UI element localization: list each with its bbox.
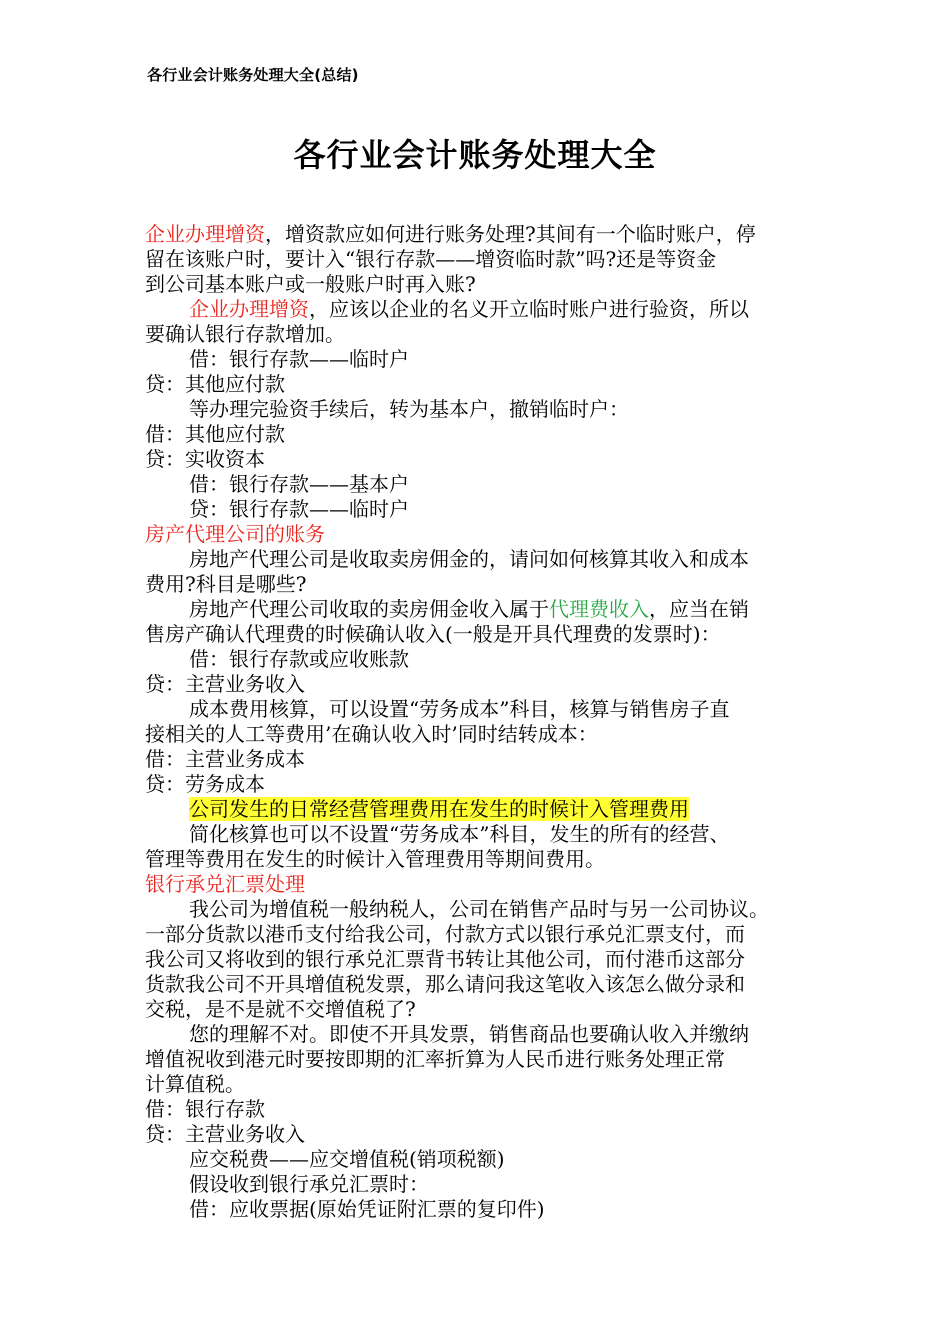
text-line xyxy=(145,722,825,747)
section-heading-text: 房产代理公司的账务 xyxy=(145,522,325,546)
highlighted-sentence: 公司发生的日常经营管理费用在发生的时候计入管理费用 xyxy=(189,797,689,821)
line-text: 贷：主营业务收入 xyxy=(145,1122,305,1146)
line-text: 售房产确认代理费的时候确认收入(一般是开具代理费的发票时)： xyxy=(145,622,721,646)
text-line xyxy=(145,697,825,722)
line-text: ，应该以企业的名义开立临时账户进行验资，所以 xyxy=(309,297,749,321)
text-line xyxy=(145,1122,825,1147)
text-line xyxy=(145,747,825,772)
line-text: 贷：银行存款——临时户 xyxy=(189,497,409,521)
text-line xyxy=(145,1097,825,1122)
text-line xyxy=(145,1197,825,1222)
text-line xyxy=(145,797,825,822)
text-line xyxy=(145,622,825,647)
text-line xyxy=(145,847,825,872)
line-text: 贷：实收资本 xyxy=(145,447,265,471)
text-line xyxy=(145,647,825,672)
line-text: 房地产代理公司是收取卖房佣金的，请问如何核算其收入和成本 xyxy=(189,547,749,571)
text-line xyxy=(145,672,825,697)
line-text: 借：应收票据(原始凭证附汇票的复印件) xyxy=(189,1197,545,1221)
text-line xyxy=(145,872,825,897)
running-header: 各行业会计账务处理大全(总结) xyxy=(147,66,359,84)
text-line xyxy=(145,222,825,247)
text-line xyxy=(145,497,825,522)
line-text: 贷：其他应付款 xyxy=(145,372,285,396)
text-line xyxy=(145,447,825,472)
line-text: 增值祝收到港元时要按即期的汇率折算为人民币进行账务处理正常 xyxy=(145,1047,725,1071)
line-text: 我公司又将收到的银行承兑汇票背书转让其他公司，而付港币这部分 xyxy=(145,947,745,971)
text-line xyxy=(145,272,825,297)
section-heading-text: 企业办理增资 xyxy=(189,297,309,321)
line-text: 借：其他应付款 xyxy=(145,422,285,446)
text-line xyxy=(145,1072,825,1097)
text-line xyxy=(145,922,825,947)
text-line xyxy=(145,1022,825,1047)
line-text: 留在该账户时，要计入“银行存款——增资临时款”吗?还是等资金 xyxy=(145,247,717,271)
section-heading-text: 企业办理增资 xyxy=(145,222,265,246)
line-text: 借：银行存款——临时户 xyxy=(189,347,409,371)
text-line xyxy=(145,1047,825,1072)
text-line xyxy=(145,547,825,572)
line-text: 到公司基本账户或一般账户时再入账? xyxy=(145,272,476,296)
line-text: 借：银行存款或应收账款 xyxy=(189,647,409,671)
line-text: 借：银行存款 xyxy=(145,1097,265,1121)
line-text: 房地产代理公司收取的卖房佣金收入属于 xyxy=(189,597,549,621)
line-text: 简化核算也可以不设置“劳务成本”科目，发生的所有的经营、 xyxy=(189,822,730,846)
line-text: 我公司为增值税一般纳税人，公司在销售产品时与另一公司协议。 xyxy=(189,897,769,921)
section-heading-text: 银行承兑汇票处理 xyxy=(145,872,305,896)
line-text: 费用?科目是哪些? xyxy=(145,572,307,596)
text-line xyxy=(145,472,825,497)
line-text: ，增资款应如何进行账务处理?其间有一个临时账户，停 xyxy=(265,222,756,246)
text-line xyxy=(145,947,825,972)
text-line xyxy=(145,572,825,597)
text-line xyxy=(145,372,825,397)
text-line xyxy=(145,422,825,447)
line-text: 货款我公司不开具增值税发票，那么请问我这笔收入该怎么做分录和 xyxy=(145,972,745,996)
line-text: 等办理完验资手续后，转为基本户，撤销临时户： xyxy=(189,397,629,421)
line-text: 借：银行存款——基本户 xyxy=(189,472,409,496)
text-line xyxy=(145,247,825,272)
text-line xyxy=(145,772,825,797)
line-text: 借：主营业务成本 xyxy=(145,747,305,771)
document-title: 各行业会计账务处理大全 xyxy=(293,136,657,174)
text-line xyxy=(145,822,825,847)
line-text: 贷：主营业务收入 xyxy=(145,672,305,696)
line-text: 成本费用核算，可以设置“劳务成本”科目，核算与销售房子直 xyxy=(189,697,730,721)
line-text: 要确认银行存款增加。 xyxy=(145,322,345,346)
text-line xyxy=(145,522,825,547)
line-text: 假设收到银行承兑汇票时： xyxy=(189,1172,429,1196)
text-line xyxy=(145,397,825,422)
text-line xyxy=(145,1147,825,1172)
text-line xyxy=(145,997,825,1022)
highlighted-term: 代理费收入 xyxy=(549,597,649,621)
text-line xyxy=(145,972,825,997)
text-line xyxy=(145,597,825,622)
line-text: 贷：劳务成本 xyxy=(145,772,265,796)
text-line xyxy=(145,1172,825,1197)
line-text: 交税，是不是就不交增值税了? xyxy=(145,997,416,1021)
line-text: 您的理解不对。即使不开具发票，销售商品也要确认收入并缴纳 xyxy=(189,1022,749,1046)
line-text: 管理等费用在发生的时候计入管理费用等期间费用。 xyxy=(145,847,605,871)
text-line xyxy=(145,897,825,922)
document-body xyxy=(145,222,825,1222)
line-text: ，应当在销 xyxy=(649,597,749,621)
line-text: 应交税费——应交增值税(销项税额) xyxy=(189,1147,505,1171)
text-line xyxy=(145,322,825,347)
line-text: 计算值税。 xyxy=(145,1072,245,1096)
line-text: 一部分货款以港币支付给我公司，付款方式以银行承兑汇票支付，而 xyxy=(145,922,745,946)
text-line xyxy=(145,297,825,322)
text-line xyxy=(145,347,825,372)
line-text: 接相关的人工等费用’在确认收入时’同时结转成本： xyxy=(145,722,598,746)
